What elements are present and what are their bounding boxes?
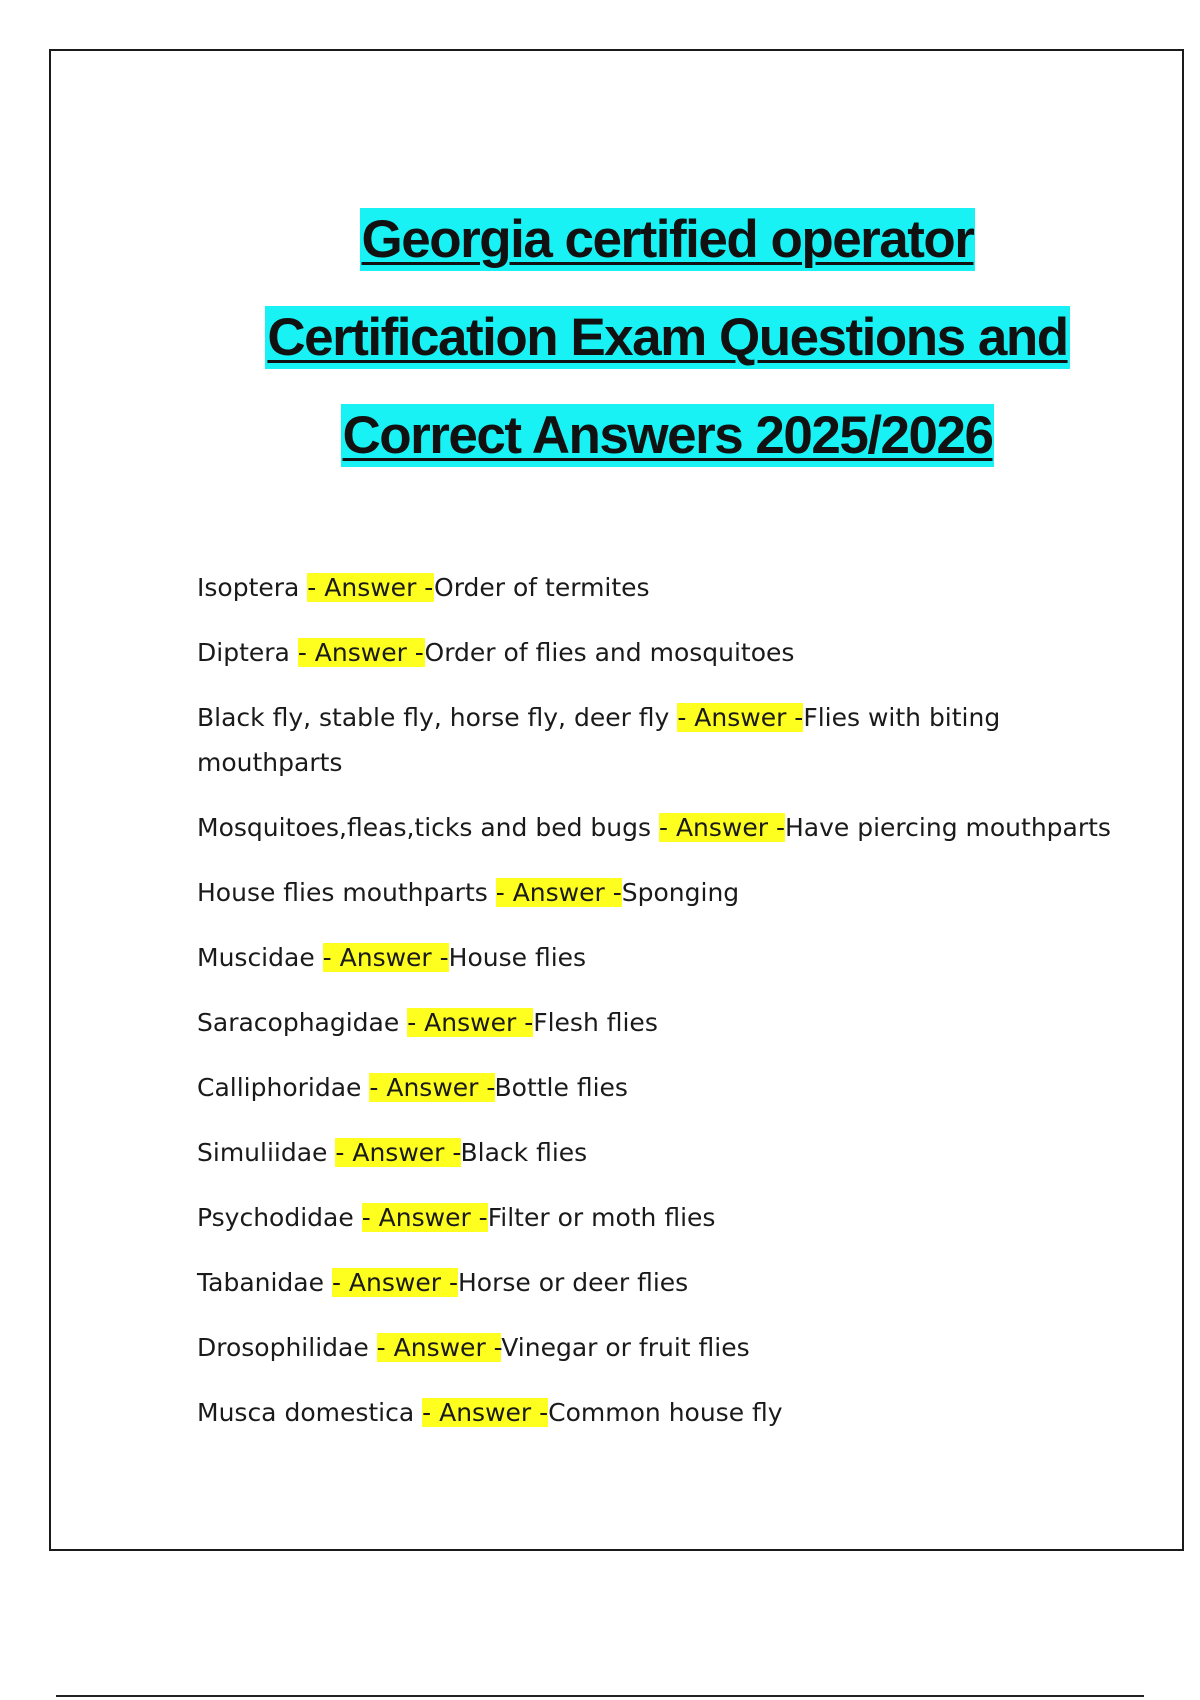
qa-item	[197, 695, 1117, 785]
title-line-2: Certification Exam Questions and	[267, 308, 1068, 367]
qa-answer: Order of flies and mosquitoes	[424, 638, 795, 667]
answer-marker: - Answer -	[361, 1203, 488, 1232]
qa-item	[197, 870, 1117, 915]
answer-marker: - Answer -	[495, 878, 622, 907]
page-border	[49, 49, 1184, 1551]
qa-item	[197, 1260, 1117, 1305]
qa-answer: Horse or deer flies	[457, 1268, 689, 1297]
qa-term: Musca domestica	[197, 1398, 415, 1427]
qa-answer: Order of termites	[434, 573, 650, 602]
qa-answer: Flies with biting mouthparts	[197, 703, 1001, 777]
qa-answer: Filter or moth flies	[487, 1203, 716, 1232]
qa-term: Saracophagidae	[197, 1008, 400, 1037]
qa-item	[197, 1390, 1117, 1435]
qa-term: Psychodidae	[197, 1203, 354, 1232]
qa-item	[197, 630, 1117, 675]
qa-term: Tabanidae	[197, 1268, 325, 1297]
answer-marker: - Answer -	[369, 1073, 495, 1102]
answer-marker: - Answer -	[331, 1268, 458, 1297]
qa-answer: Common house fly	[548, 1398, 783, 1427]
answer-marker: - Answer -	[407, 1008, 534, 1037]
answer-marker: - Answer -	[307, 573, 435, 602]
qa-answer: Sponging	[621, 878, 740, 907]
qa-answer: Vinegar or fruit flies	[501, 1333, 750, 1362]
answer-marker: - Answer -	[677, 703, 804, 732]
qa-answer: House flies	[448, 943, 587, 972]
document-title	[51, 191, 1200, 485]
qa-term: Drosophilidae	[197, 1333, 369, 1362]
qa-answer: Flesh flies	[533, 1008, 658, 1037]
qa-item	[197, 565, 1117, 610]
qa-term: Black fly, stable fly, horse fly, deer fly	[197, 703, 670, 732]
qa-term: Calliphoridae	[197, 1073, 362, 1102]
answer-marker: - Answer -	[297, 638, 425, 667]
answer-marker: - Answer -	[335, 1138, 461, 1167]
qa-item	[197, 1325, 1117, 1370]
qa-term: Simuliidae	[197, 1138, 328, 1167]
qa-item	[197, 805, 1117, 850]
qa-answer: Black flies	[460, 1138, 588, 1167]
qa-answer: Bottle flies	[494, 1073, 628, 1102]
qa-item	[197, 935, 1117, 980]
qa-item	[197, 1195, 1117, 1240]
footer-divider	[56, 1695, 1144, 1697]
qa-term: Mosquitoes,fleas,ticks and bed bugs	[197, 813, 652, 842]
qa-list	[197, 565, 1117, 1455]
qa-term: Diptera	[197, 638, 290, 667]
qa-term: House flies mouthparts	[197, 878, 488, 907]
qa-item	[197, 1130, 1117, 1175]
qa-item	[197, 1065, 1117, 1110]
qa-answer: Have piercing mouthparts	[785, 813, 1111, 842]
answer-marker: - Answer -	[422, 1398, 549, 1427]
title-line-1: Georgia certified operator	[361, 210, 974, 269]
answer-marker: - Answer -	[322, 943, 449, 972]
title-line-3: Correct Answers 2025/2026	[342, 406, 993, 465]
qa-term: Muscidae	[197, 943, 315, 972]
answer-marker: - Answer -	[658, 813, 785, 842]
answer-marker: - Answer -	[376, 1333, 502, 1362]
qa-item	[197, 1000, 1117, 1045]
qa-term: Isoptera	[197, 573, 300, 602]
